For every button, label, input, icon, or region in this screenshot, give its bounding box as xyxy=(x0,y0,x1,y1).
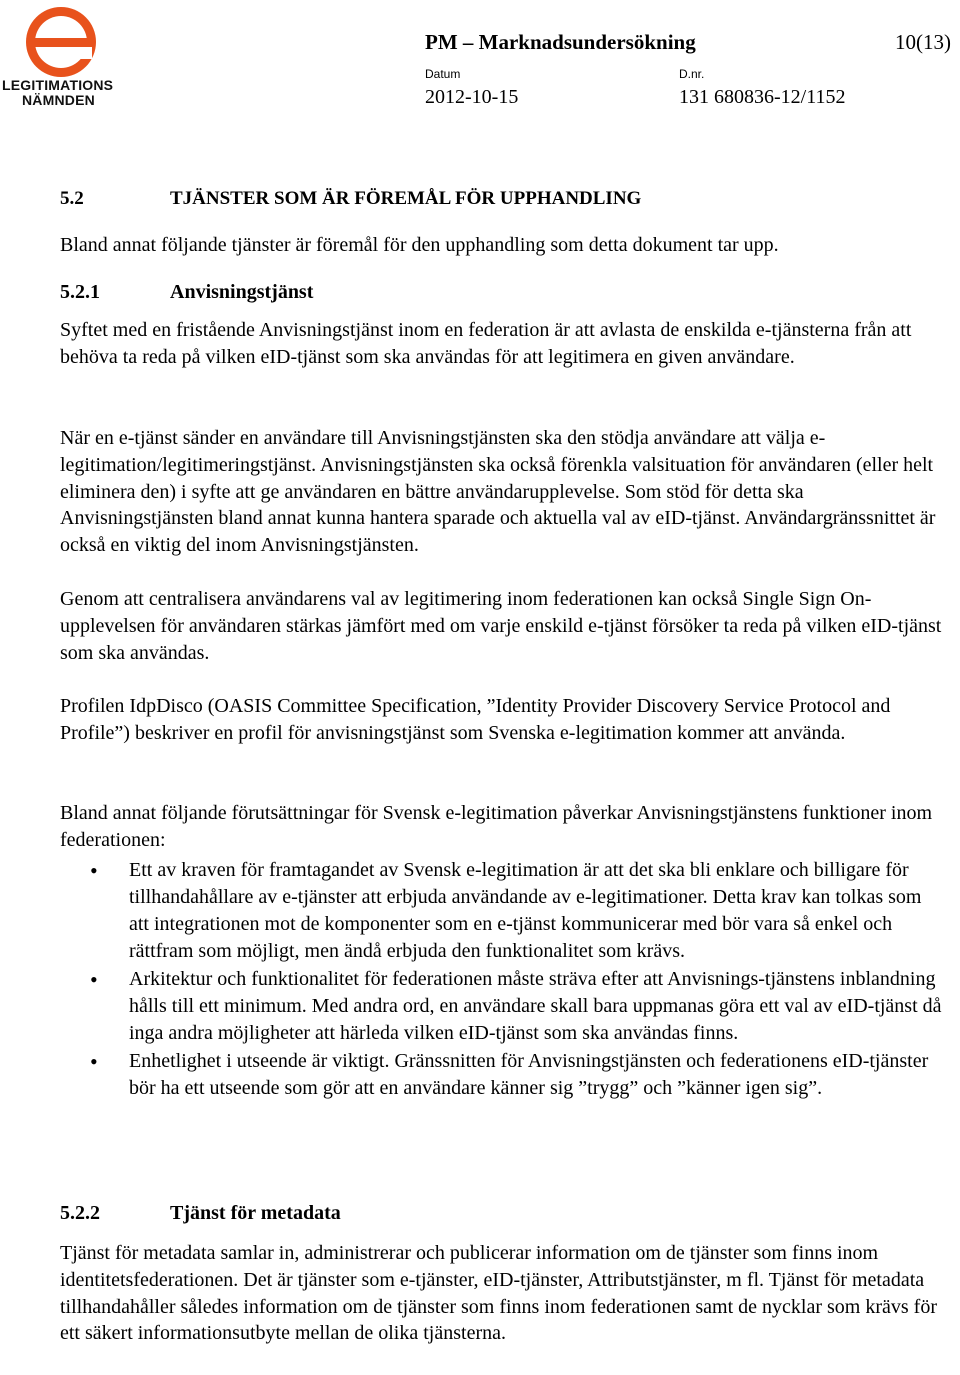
dnr-value: 131 680836-12/1152 xyxy=(679,86,846,108)
subsection-title-1: Anvisningstjänst xyxy=(170,281,314,303)
paragraph: Profilen IdpDisco (OASIS Committee Specification, ”Identity Provider Discovery Service Protocol and Profile”) beskriver en profil för anvisningstjänst som Svenska e-legitimation kommer att använda. xyxy=(60,695,891,744)
dnr-label: D.nr. xyxy=(679,67,705,81)
paragraph: Genom att centralisera användarens val av legitimering inom federationen kan också Single Sign On-upplevelsen för användaren stärkas jämfört med om varje enskild e-tjänst försöker ta reda på vilken eID-tjänst som ska användas. xyxy=(60,588,942,664)
list-item: • Arkitektur och funktionalitet för federationen måste sträva efter att Anvisnings-tjänstens inblandning hålls till ett minimum. Med andra ord, en användare skall bara uppmanas göra ett val av eID-tjänst då inga andra möjligheter att härleda vilken eID-tjänst som ska användas finns. xyxy=(60,966,945,1047)
date-label: Datum xyxy=(425,67,461,81)
logo-line-1: LEGITIMATIONS xyxy=(2,77,114,93)
subsection-number-2: 5.2.2 xyxy=(60,1202,100,1224)
paragraph: Tjänst för metadata samlar in, administrerar och publicerar information om de tjänster som finns inom identitetsfederationen. Det är tjänster som e-tjänster, eID-tjänster, Attributstjänster, m fl. Tjänst för metadata tillhandahåller således information om de tjänster som finns inom federationen samt de nycklar som krävs för ett säkert informationsutbyte mellan de olika tjänsterna. xyxy=(60,1242,937,1345)
logo-line-2: NÄMNDEN xyxy=(22,92,95,108)
subsection-number-1: 5.2.1 xyxy=(60,281,100,303)
bullet-list xyxy=(60,857,945,1103)
page-number: 10(13) xyxy=(895,30,951,54)
subsection-heading-2 xyxy=(60,1202,341,1225)
section-heading xyxy=(60,188,641,210)
subsection-title-2: Tjänst för metadata xyxy=(170,1202,341,1224)
list-item: • Enhetlighet i utseende är viktigt. Gränssnitten för Anvisningstjänsten och federationens eID-tjänster bör ha ett utseende som gör att en användare känner sig ”trygg” och ”känner igen sig”. xyxy=(60,1048,945,1102)
document-title: PM – Marknadsundersökning xyxy=(425,30,696,54)
paragraph: När en e-tjänst sänder en användare till Anvisningstjänsten ska den stödja användare att välja e-legitimation/legitimeringstjänst. Anvisningstjänsten ska också förenkla valsituation för användaren (eller helt eliminera den) i syfte att ge användaren en bättre användarupplevelse. Som stöd för detta ska Anvisningstjänsten bland annat kunna hantera sparade och aktuella val av eID-tjänst. Användargränssnittet är också en viktig del inom Anvisningstjänsten. xyxy=(60,427,936,557)
section-number: 5.2 xyxy=(60,188,84,209)
list-item: • Ett av kraven för framtagandet av Svensk e-legitimation är att det ska bli enklare och billigare för tillhandahållare av e-tjänster att erbjuda användande av e-legitimationer. Detta krav kan tolkas som att integrationen mot de komponenter som en e-tjänst kommunicerar med bör vara så enkel och rättfram som möjligt, men ändå erbjuda den funktionalitet som krävs. xyxy=(60,857,945,965)
paragraph: Bland annat följande förutsättningar för Svensk e-legitimation påverkar Anvisningstjänstens funktioner inom federationen: xyxy=(60,802,933,851)
subsection-heading-1 xyxy=(60,281,313,304)
paragraph: Syftet med en fristående Anvisningstjänst inom en federation är att avlasta de enskilda e-tjänsterna från att behöva ta reda på vilken eID-tjänst som ska användas för att legitimera en given användare. xyxy=(60,319,912,368)
section-intro: Bland annat följande tjänster är föremål för den upphandling som detta dokument tar upp. xyxy=(60,234,779,256)
section-title: TJÄNSTER SOM ÄR FÖREMÅL FÖR UPPHANDLING xyxy=(170,188,642,209)
date-value: 2012-10-15 xyxy=(425,86,519,108)
